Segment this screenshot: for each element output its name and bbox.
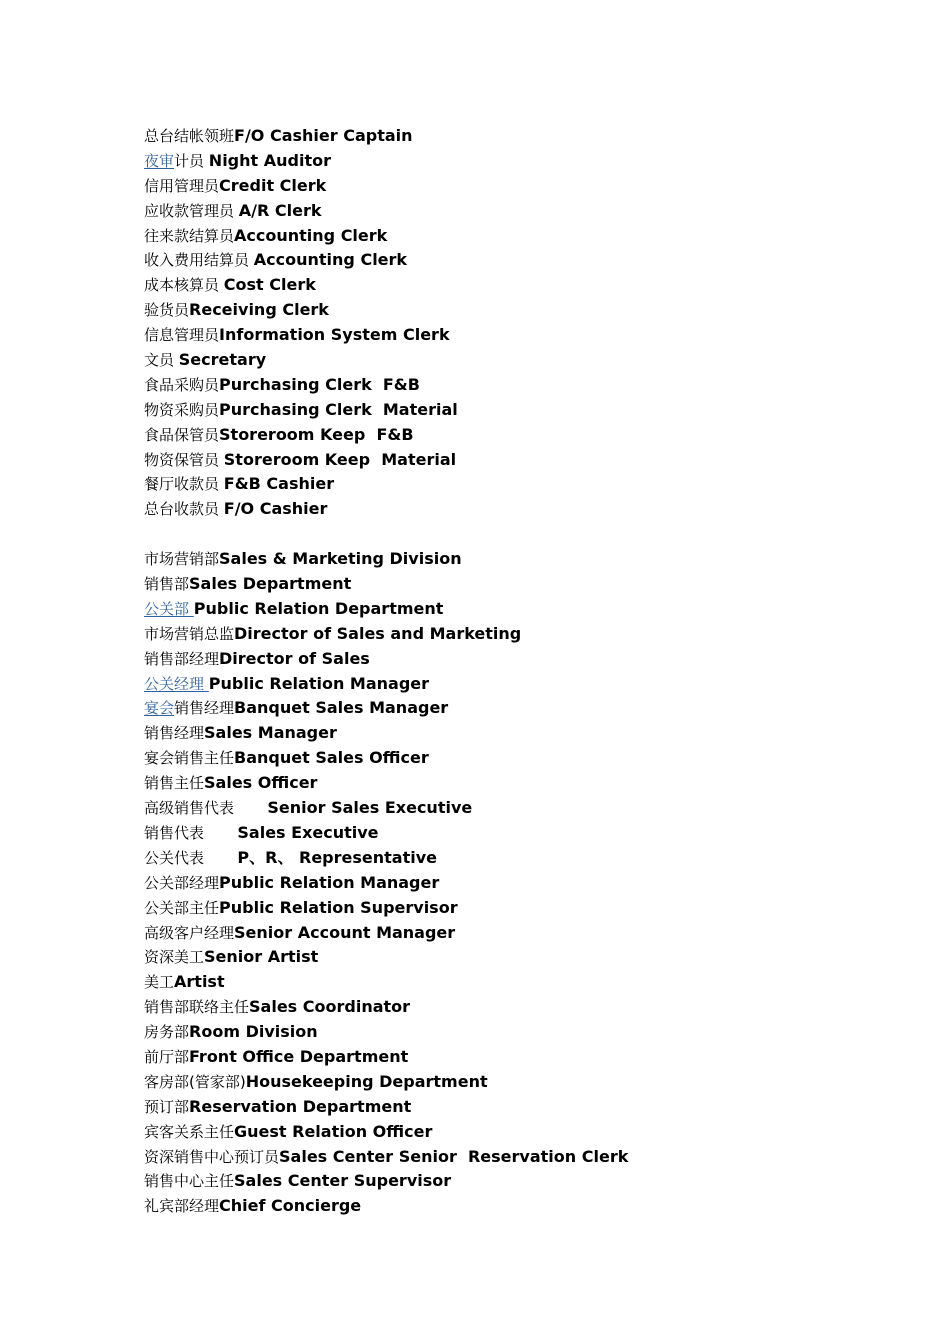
- chinese-term: 物资保管员: [144, 450, 224, 469]
- glossary-entry: [144, 821, 864, 846]
- chinese-term: 销售主任: [144, 774, 205, 793]
- english-term: Sales & Marketing Division: [219, 549, 462, 569]
- glossary-entry: [144, 323, 864, 348]
- glossary-entry: [144, 871, 864, 896]
- english-term: Senior Account Manager: [234, 922, 456, 942]
- chinese-term: 公关部经理: [144, 873, 220, 892]
- glossary-entry: [144, 174, 864, 199]
- glossary-entry: [144, 1045, 864, 1070]
- glossary-entry: [144, 1120, 864, 1145]
- english-term: Purchasing Clerk F&B: [219, 374, 420, 394]
- glossary-entry: [144, 597, 864, 622]
- chinese-term-link[interactable]: 宴会: [144, 699, 175, 718]
- glossary-list: [144, 124, 864, 1219]
- english-term: Public Relation Supervisor: [219, 897, 458, 917]
- chinese-term: 市场营销总监: [144, 624, 235, 643]
- chinese-term: 客房部(管家部): [144, 1072, 246, 1091]
- glossary-entry: [144, 547, 864, 572]
- chinese-term: 礼宾部经理: [144, 1197, 220, 1216]
- english-term: Night Auditor: [208, 150, 331, 170]
- english-term: Director of Sales and Marketing: [234, 623, 522, 643]
- chinese-term: 市场营销部: [144, 550, 220, 569]
- english-term: Sales Executive: [237, 822, 379, 842]
- glossary-entry: [144, 1020, 864, 1045]
- glossary-entry: [144, 622, 864, 647]
- chinese-term: 资深美工: [144, 948, 205, 967]
- glossary-entry: [144, 373, 864, 398]
- glossary-entry: [144, 945, 864, 970]
- english-term: Director of Sales: [219, 648, 370, 668]
- chinese-term: 销售部: [144, 575, 190, 594]
- glossary-entry: [144, 647, 864, 672]
- english-term: Banquet Sales Officer: [234, 748, 429, 768]
- glossary-entry: [144, 1169, 864, 1194]
- english-term: Sales Center Senior Reservation Clerk: [279, 1146, 629, 1166]
- english-term: Cost Clerk: [223, 275, 316, 295]
- glossary-entry: [144, 1070, 864, 1095]
- english-term: Sales Center Supervisor: [234, 1171, 452, 1191]
- english-term: Senior Artist: [204, 947, 319, 967]
- english-term: Banquet Sales Manager: [234, 698, 449, 718]
- chinese-term: 验货员: [144, 301, 190, 320]
- english-term: Front Office Department: [189, 1046, 409, 1066]
- chinese-term: 往来款结算员: [144, 226, 235, 245]
- english-term: Accounting Clerk: [234, 225, 388, 245]
- glossary-entry: [144, 497, 864, 522]
- chinese-term: 信用管理员: [144, 176, 220, 195]
- glossary-entry: [144, 721, 864, 746]
- chinese-term: 物资采购员: [144, 400, 220, 419]
- english-term: Information System Clerk: [219, 325, 450, 345]
- chinese-term: 应收款管理员: [144, 201, 239, 220]
- chinese-term: 文员: [144, 351, 179, 370]
- chinese-term: 销售部联络主任: [144, 998, 250, 1017]
- chinese-term: 餐厅收款员: [144, 475, 224, 494]
- glossary-entry: [144, 472, 864, 497]
- english-term: Storeroom Keep Material: [223, 449, 457, 469]
- english-term: F/O Cashier Captain: [234, 126, 413, 145]
- english-term: Sales Officer: [204, 773, 318, 793]
- english-term: Receiving Clerk: [189, 300, 329, 320]
- english-term: Sales Department: [189, 574, 352, 594]
- english-term: Public Relation Manager: [219, 872, 440, 892]
- english-term: Housekeeping Department: [245, 1071, 488, 1091]
- chinese-term: 房务部: [144, 1023, 190, 1042]
- english-term: Storeroom Keep F&B: [219, 424, 414, 444]
- chinese-term: 销售部经理: [144, 649, 220, 668]
- chinese-term: 高级销售代表: [144, 799, 268, 818]
- glossary-entry: [144, 896, 864, 921]
- chinese-term: 预订部: [144, 1097, 190, 1116]
- english-term: Artist: [174, 972, 225, 992]
- chinese-term: 高级客户经理: [144, 923, 235, 942]
- english-term: A/R Clerk: [238, 200, 322, 220]
- chinese-term: 收入费用结算员: [144, 251, 254, 270]
- glossary-entry: [144, 746, 864, 771]
- glossary-entry: [144, 273, 864, 298]
- chinese-term-link[interactable]: 公关经理: [144, 674, 209, 693]
- glossary-entry: [144, 348, 864, 373]
- chinese-term: 信息管理员: [144, 326, 220, 345]
- chinese-term: 美工: [144, 973, 175, 992]
- glossary-entry: [144, 572, 864, 597]
- glossary-entry: [144, 921, 864, 946]
- english-term: Credit Clerk: [219, 175, 327, 195]
- chinese-term: 销售经理: [174, 699, 235, 718]
- english-term: P、R、 Representative: [237, 847, 438, 867]
- chinese-term: 计员: [174, 151, 209, 170]
- glossary-entry: [144, 995, 864, 1020]
- chinese-term: 食品保管员: [144, 425, 220, 444]
- glossary-entry: [144, 771, 864, 796]
- glossary-entry: [144, 248, 864, 273]
- chinese-term: 总台结帐领班: [144, 127, 235, 145]
- chinese-term: 宾客关系主任: [144, 1122, 235, 1141]
- glossary-entry: [144, 846, 864, 871]
- english-term: Senior Sales Executive: [267, 798, 473, 818]
- english-term: Sales Manager: [204, 723, 337, 743]
- chinese-term: 食品采购员: [144, 375, 220, 394]
- english-term: Room Division: [189, 1022, 318, 1042]
- glossary-entry: [144, 696, 864, 721]
- glossary-entry: [144, 224, 864, 249]
- glossary-entry: [144, 423, 864, 448]
- english-term: Public Relation Manager: [208, 673, 430, 693]
- english-term: Secretary: [178, 350, 267, 370]
- glossary-entry: [144, 970, 864, 995]
- english-term: Reservation Department: [189, 1096, 412, 1116]
- glossary-entry: [144, 298, 864, 323]
- english-term: F&B Cashier: [223, 474, 335, 494]
- english-term: Sales Coordinator: [249, 997, 411, 1017]
- chinese-term: 销售中心主任: [144, 1172, 235, 1191]
- chinese-term: 总台收款员: [144, 500, 224, 519]
- english-term: Purchasing Clerk Material: [219, 399, 458, 419]
- english-term: F/O Cashier: [223, 499, 328, 519]
- glossary-entry: [144, 672, 864, 697]
- chinese-term: 销售经理: [144, 724, 205, 743]
- glossary-entry: [144, 149, 864, 174]
- english-term: Guest Relation Officer: [234, 1121, 433, 1141]
- english-term: Accounting Clerk: [253, 250, 408, 270]
- glossary-entry: [144, 1194, 864, 1219]
- chinese-term-link[interactable]: 公关部: [144, 599, 194, 618]
- chinese-term: 公关代表: [144, 848, 238, 867]
- glossary-entry: [144, 124, 864, 149]
- glossary-entry: [144, 1095, 864, 1120]
- english-term: Public Relation Department: [193, 598, 444, 618]
- glossary-entry: [144, 796, 864, 821]
- chinese-term: 资深销售中心预订员: [144, 1147, 280, 1166]
- chinese-term-link[interactable]: 夜审: [144, 151, 175, 170]
- chinese-term: 公关部主任: [144, 898, 220, 917]
- glossary-entry: [144, 1145, 864, 1170]
- chinese-term: 宴会销售主任: [144, 749, 235, 768]
- chinese-term: 前厅部: [144, 1047, 190, 1066]
- glossary-entry: [144, 448, 864, 473]
- glossary-entry: [144, 398, 864, 423]
- blank-line: [144, 522, 864, 547]
- english-term: Chief Concierge: [219, 1196, 362, 1216]
- glossary-entry: [144, 199, 864, 224]
- chinese-term: 销售代表: [144, 823, 238, 842]
- chinese-term: 成本核算员: [144, 276, 224, 295]
